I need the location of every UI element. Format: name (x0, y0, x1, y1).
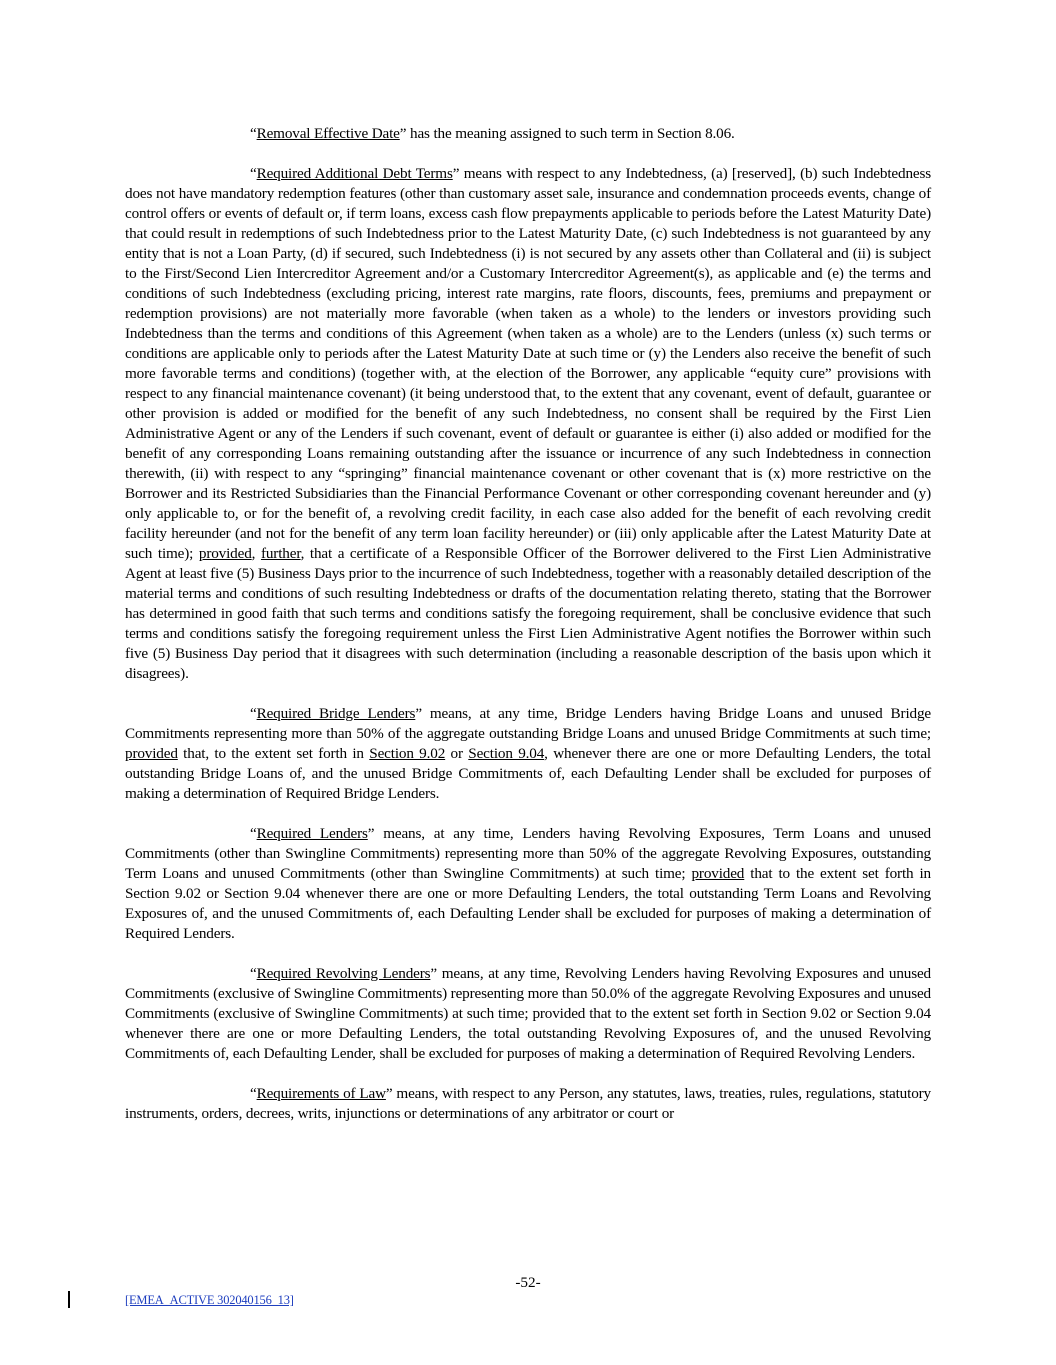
underlined-text: further (260, 545, 301, 562)
defined-term: Required Lenders (256, 825, 368, 842)
underlined-text: provided (125, 745, 178, 762)
definition-text: , that a certificate of a Responsible Officer of the Borrower delivered to the First Lien Administrative Agent at least five (5) Business Days prior to the incurrence of such Indebtedness, together with a reasonably detailed description of the material terms and conditions of such resulting Indebtedness or drafts of the documentation relating thereto, stating that the Borrower has determined in good faith that such terms and conditions satisfy the foregoing requirement, shall be conclusive evidence that such terms and conditions satisfy the foregoing requirement unless the First Lien Administrative Agent notifies the Borrower within such five (5) Business Day period that it disagrees with such determination (including a reasonable description of the basis upon which it disagrees). (125, 545, 931, 682)
definition-text: that to the extent set forth in Section 9.02 or Section 9.04 whenever there are one or more Defaulting Lenders, the total outstanding Term Loans and Revolving Exposures of, and the unused Commitments of, each Defaulting Lender shall be excluded for purposes of making a determination of Required Lenders. (125, 865, 931, 942)
definition-paragraph: “Required Lenders” means, at any time, Lenders having Revolving Exposures, Term Loans and unused Commitments (other than Swingline Commitments) representing more than 50% of the aggregate Revolving Exposures, outstanding Term Loans and unused Commitments (other than Swingline Commitments) at such time; provided that to the extent set forth in Section 9.02 or Section 9.04 whenever there are one or more Defaulting Lenders, the total outstanding Term Loans and Revolving Exposures of, and the unused Commitments of, each Defaulting Lender shall be excluded for purposes of making a determination of Required Lenders. (125, 825, 931, 942)
definition-text: means, at any time, Bridge Lenders having Bridge Loans and unused Bridge Commitments representing more than 50% of the aggregate outstanding Bridge Loans and unused Bridge Commitments at such time; (125, 705, 931, 742)
document-body (125, 124, 931, 1144)
defined-term: Requirements of Law (256, 1085, 386, 1102)
definition-text: that, to the extent set forth in (177, 745, 370, 762)
definition-text: means, at any time, Lenders having Revolving Exposures, Term Loans and unused Commitments (other than Swingline Commitments) representing more than 50% of the aggregate Revolving Exposures, outstanding Term Loans and unused Commitments (other than Swingline Commitments) at such time; (125, 825, 931, 882)
revision-bar (68, 1291, 70, 1308)
definition-text: means, at any time, Revolving Lenders having Revolving Exposures and unused Commitments (exclusive of Swingline Commitments) representing more than 50.0% of the aggregate Revolving Exposures and unused Commitments (exclusive of Swingline Commitments) at such time; provided that to the extent set forth in Section 9.02 or Section 9.04 whenever there are one or more Defaulting Lenders, the total outstanding Revolving Exposures of, and the unused Revolving Commitments of, each Defaulting Lender, shall be excluded for purposes of making a determination of Required Revolving Lenders. (125, 965, 931, 1062)
definition-paragraph: “Required Revolving Lenders” means, at any time, Revolving Lenders having Revolving Exposures and unused Commitments (exclusive of Swingline Commitments) representing more than 50.0% of the aggregate Revolving Exposures and unused Commitments (exclusive of Swingline Commitments) at such time; provided that to the extent set forth in Section 9.02 or Section 9.04 whenever there are one or more Defaulting Lenders, the total outstanding Revolving Exposures of, and the unused Revolving Commitments of, each Defaulting Lender, shall be excluded for purposes of making a determination of Required Revolving Lenders. (125, 965, 931, 1062)
underlined-text: Section 9.02 (369, 745, 446, 762)
definition-text: , (251, 545, 261, 562)
definition-text: has the meaning assigned to such term in Section 8.06. (406, 125, 735, 142)
defined-term: Required Revolving Lenders (256, 965, 431, 982)
definition-text: means, with respect to any Person, any statutes, laws, treaties, rules, regulations, statutory instruments, orders, decrees, writs, injunctions or determinations of any arbitrator or court or (125, 1085, 931, 1122)
definition-text: or (445, 745, 469, 762)
definition-paragraph: “Removal Effective Date” has the meaning assigned to such term in Section 8.06. (250, 125, 735, 142)
defined-term: Removal Effective Date (256, 125, 400, 142)
definition-paragraph: “Required Bridge Lenders” means, at any time, Bridge Lenders having Bridge Loans and unused Bridge Commitments representing more than 50% of the aggregate outstanding Bridge Loans and unused Bridge Commitments at such time; provided that, to the extent set forth in Section 9.02 or Section 9.04, whenever there are one or more Defaulting Lenders, the total outstanding Bridge Loans of, and the unused Bridge Commitments of, each Defaulting Lender shall be excluded for purposes of making a determination of Required Bridge Lenders. (125, 705, 931, 802)
defined-term: Required Bridge Lenders (256, 705, 416, 722)
definition-paragraph: “Required Additional Debt Terms” means with respect to any Indebtedness, (a) [reserved], (b) such Indebtedness does not have mandatory redemption features (other than customary asset sale, insurance and condemnation proceeds events, change of control offers or events of default or, if term loans, excess cash flow prepayments applicable to periods before the Latest Maturity Date) that could result in redemptions of such Indebtedness prior to the Latest Maturity Date, (c) such Indebtedness is not guaranteed by any entity that is not a Loan Party, (d) if secured, such Indebtedness (i) is not secured by any assets other than Collateral and (ii) is subject to the First/Second Lien Intercreditor Agreement and/or a Customary Intercreditor Agreement(s), as applicable and (e) the terms and conditions of such Indebtedness (excluding pricing, interest rate margins, rate floors, discounts, fees, premiums and prepayment or redemption provisions) are not materially more favorable (when taken as a whole) to the lenders or investors providing such Indebtedness than the terms and conditions of this Agreement (when taken as a whole) are to the Lenders (unless (x) such terms or conditions are applicable only to periods after the Latest Maturity Date at such time or (y) the Lenders also receive the benefit of such more favorable terms and conditions) (together with, at the election of the Borrower, any applicable “equity cure” provisions with respect to any financial maintenance covenant) (it being understood that, to the extent that any covenant, event of default, guarantee or other provision is added or modified for the benefit of any such Indebtedness, no consent shall be required by the First Lien Administrative Agent or any of the Lenders if such covenant, event of default or guarantee is either (i) also added or modified for the benefit of any corresponding Loans remaining outstanding after the issuance or incurrence of any such Indebtedness in connection therewith, (ii) with respect to any “springing” financial maintenance covenant or other covenant that is (x) more restrictive on the Borrower and its Restricted Subsidiaries than the Financial Performance Covenant or other corresponding covenant hereunder and (y) only applicable to, or for the benefit of, a revolving credit facility, in each case also added for the benefit of each revolving credit facility hereunder (and not for the benefit of any term loan facility hereunder) or (iii) only applicable after the Latest Maturity Date at such time); provided, further, that a certificate of a Responsible Officer of the Borrower delivered to the First Lien Administrative Agent at least five (5) Business Days prior to the incurrence of such Indebtedness, together with a reasonably detailed description of the material terms and conditions of such resulting Indebtedness or drafts of the documentation relating thereto, stating that the Borrower has determined in good faith that such terms and conditions satisfy the foregoing requirement, shall be conclusive evidence that such terms and conditions satisfy the foregoing requirement unless the First Lien Administrative Agent notifies the Borrower within such five (5) Business Day period that it disagrees with such determination (including a reasonable description of the basis upon which it disagrees). (125, 165, 932, 682)
defined-term: Required Additional Debt Terms (256, 165, 453, 182)
definition-text: means with respect to any Indebtedness, (a) [reserved], (b) such Indebtedness does not have mandatory redemption features (other than customary asset sale, insurance and condemnation proceeds events, change of control offers or events of default or, if term loans, excess cash flow prepayments applicable to periods before the Latest Maturity Date) that could result in redemptions of such Indebtedness prior to the Latest Maturity Date, (c) such Indebtedness is not guaranteed by any entity that is not a Loan Party, (d) if secured, such Indebtedness (i) is not secured by any assets other than Collateral and (ii) is subject to the First/Second Lien Intercreditor Agreement and/or a Customary Intercreditor Agreement(s), as applicable and (e) the terms and conditions of such Indebtedness (excluding pricing, interest rate margins, rate floors, discounts, fees, premiums and prepayment or redemption provisions) are not materially more favorable (when taken as a whole) to the lenders or investors providing such Indebtedness than the terms and conditions of this Agreement (when taken as a whole) are to the Lenders (unless (x) such terms or conditions are applicable only to periods after the Latest Maturity Date at such time or (y) the Lenders also receive the benefit of such more favorable terms and conditions) (together with, at the election of the Borrower, any applicable “equity cure” provisions with respect to any financial maintenance covenant) (it being understood that, to the extent that any covenant, event of default, guarantee or other provision is added or modified for the benefit of any such Indebtedness, no consent shall be required by the First Lien Administrative Agent or any of the Lenders if such covenant, event of default or guarantee is either (i) also added or modified for the benefit of any corresponding Loans remaining outstanding after the issuance or incurrence of any such Indebtedness in connection therewith, (ii) with respect to any “springing” financial maintenance covenant or other covenant that is (x) more restrictive on the Borrower and its Restricted Subsidiaries than the Financial Performance Covenant or other corresponding covenant hereunder and (y) only applicable to, or for the benefit of, a revolving credit facility, in each case also added for the benefit of each revolving credit facility hereunder (and not for the benefit of any term loan facility hereunder) or (iii) only applicable after the Latest Maturity Date at such time); (125, 165, 932, 562)
underlined-text: provided (691, 865, 745, 882)
definition-text: , whenever there are one or more Defaulting Lenders, the total outstanding Bridge Loans of, and the unused Bridge Commitments of, each Defaulting Lender shall be excluded for purposes of making a determination of Required Bridge Lenders. (125, 745, 931, 802)
document-reference-link[interactable]: [EMEA_ACTIVE 302040156_13] (125, 1293, 294, 1307)
underlined-text: Section 9.04 (468, 745, 545, 762)
page-number: -52- (515, 1274, 541, 1291)
definition-paragraph: “Requirements of Law” means, with respect to any Person, any statutes, laws, treaties, rules, regulations, statutory instruments, orders, decrees, writs, injunctions or determinations of any arbitrator or court or (125, 1085, 931, 1122)
underlined-text: provided (198, 545, 252, 562)
